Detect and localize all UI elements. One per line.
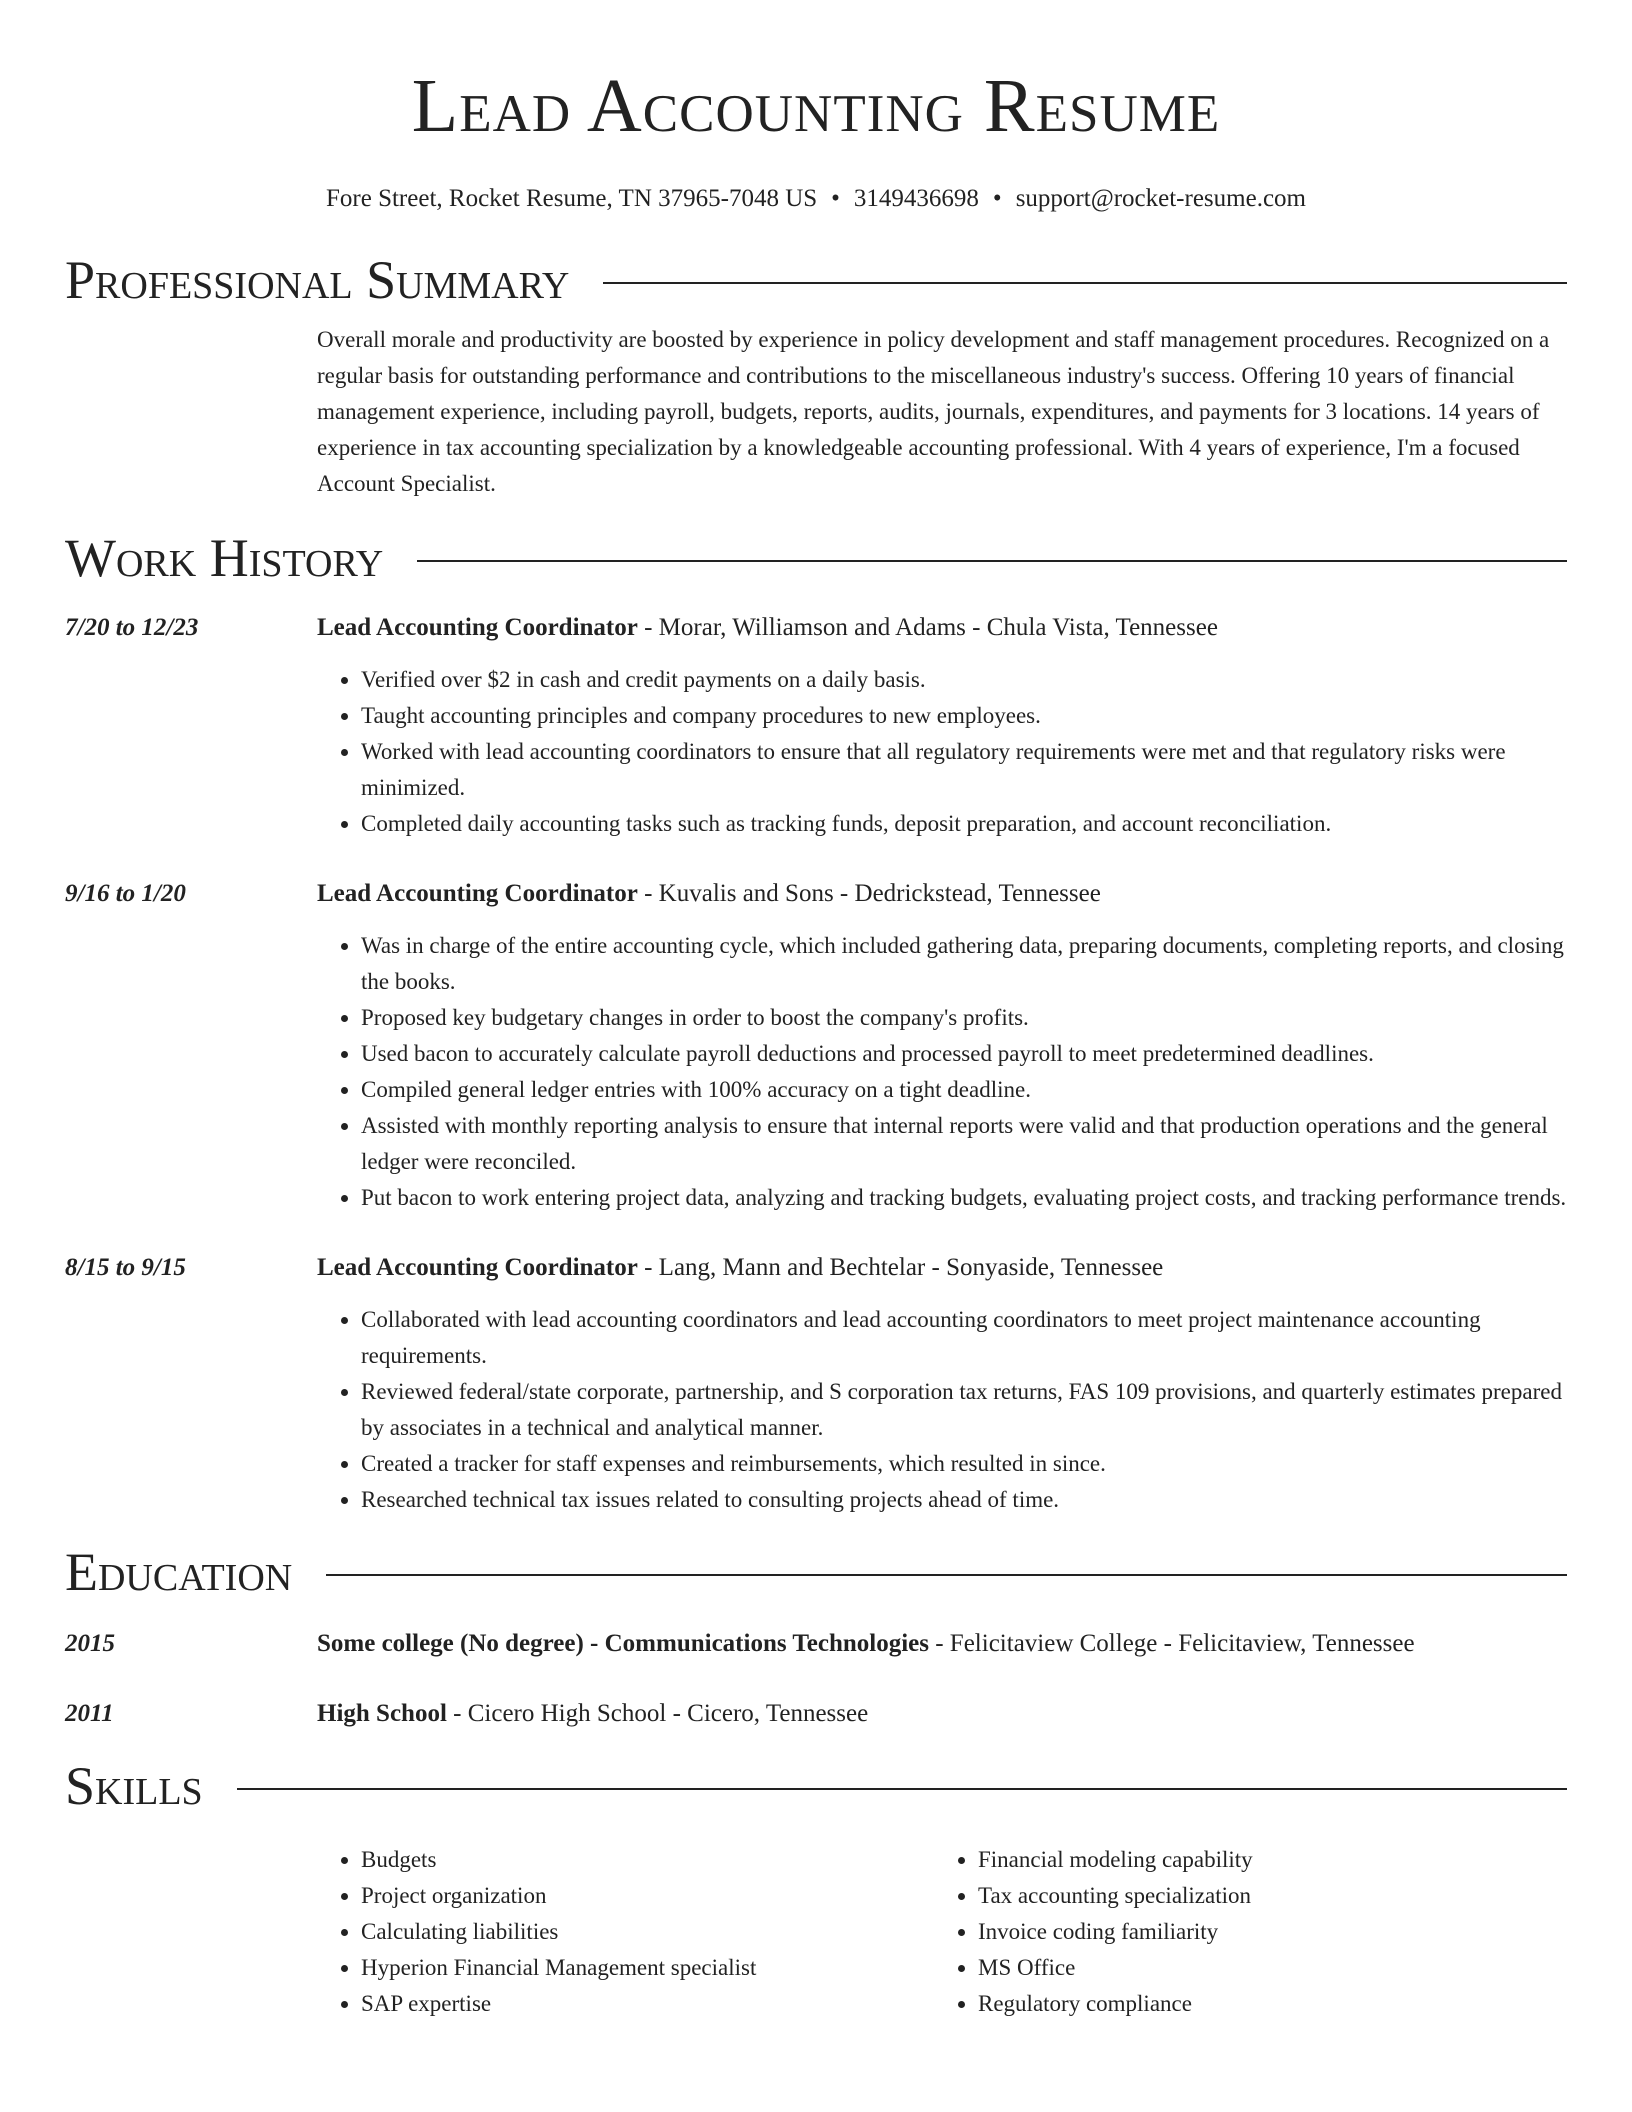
work-heading: Work History xyxy=(65,528,384,588)
job-bullet: • Taught accounting principles and company procedures to new employees. xyxy=(361,698,1567,734)
job-bullet: • Verified over $2 in cash and credit payments on a daily basis. xyxy=(361,662,1567,698)
section-divider xyxy=(417,560,1567,562)
skill-item: • Project organization xyxy=(361,1878,934,1914)
job-bullet: • Proposed key budgetary changes in order to boost the company's profits. xyxy=(361,1000,1567,1036)
job-details: - Lang, Mann and Bechtelar - Sonyaside, Tennessee xyxy=(637,1254,1164,1281)
job-details: - Kuvalis and Sons - Dedrickstead, Tennessee xyxy=(637,880,1101,907)
education-header xyxy=(65,1538,1567,1606)
job-body xyxy=(317,876,1567,1216)
section-divider xyxy=(326,1574,1567,1576)
education-year: 2011 xyxy=(65,1700,114,1727)
contact-line xyxy=(65,182,1567,216)
job-bullet: • Compiled general ledger entries with 100% accuracy on a tight deadline. xyxy=(361,1072,1567,1108)
skill-item: • MS Office xyxy=(978,1950,1551,1986)
skill-item: • Regulatory compliance xyxy=(978,1986,1551,2022)
job-dates: 8/15 to 9/15 xyxy=(65,1254,186,1281)
job-bullet: • Researched technical tax issues related to consulting projects ahead of time. xyxy=(361,1482,1567,1518)
job-details: - Morar, Williamson and Adams - Chula Vista, Tennessee xyxy=(637,614,1218,641)
section-divider xyxy=(603,282,1567,284)
work-header xyxy=(65,524,1567,592)
job-bullets xyxy=(317,1302,1567,1518)
job-bullet: • Worked with lead accounting coordinators to ensure that all regulatory requirements were met and that regulatory risks were minimized. xyxy=(361,734,1567,806)
summary-heading: Professional Summary xyxy=(65,250,570,310)
education-degree: High School xyxy=(317,1700,447,1727)
job-bullet: • Assisted with monthly reporting analysis to ensure that internal reports were valid and that production operations and the general ledger were reconciled. xyxy=(361,1108,1567,1180)
education-entry xyxy=(65,1696,1567,1732)
work-section xyxy=(65,524,1567,1518)
job-entry xyxy=(65,610,1567,842)
education-body xyxy=(317,1626,1567,1662)
job-bullet: • Used bacon to accurately calculate payroll deductions and processed payroll to meet predetermined deadlines. xyxy=(361,1036,1567,1072)
job-heading xyxy=(317,1250,1567,1286)
skill-item: • Calculating liabilities xyxy=(361,1914,934,1950)
education-heading-line xyxy=(317,1626,1567,1662)
skill-item: • Budgets xyxy=(361,1842,934,1878)
job-body xyxy=(317,610,1567,842)
contact-address: Fore Street, Rocket Resume, TN 37965-7048 US xyxy=(326,185,818,212)
skill-item: • Financial modeling capability xyxy=(978,1842,1551,1878)
job-bullet: • Created a tracker for staff expenses and reimbursements, which resulted in since. xyxy=(361,1446,1567,1482)
job-entry xyxy=(65,1250,1567,1518)
contact-separator: • xyxy=(831,185,840,212)
education-heading: Education xyxy=(65,1542,293,1602)
job-bullet: • Put bacon to work entering project data, analyzing and tracking budgets, evaluating project costs, and tracking performance trends. xyxy=(361,1180,1567,1216)
job-title: Lead Accounting Coordinator xyxy=(317,880,638,907)
job-title: Lead Accounting Coordinator xyxy=(317,614,638,641)
job-dates: 9/16 to 1/20 xyxy=(65,880,186,907)
section-divider xyxy=(237,1788,1567,1790)
job-entry xyxy=(65,876,1567,1216)
education-details: - Felicitaview College - Felicitaview, Tennessee xyxy=(928,1630,1415,1657)
skills-column-right xyxy=(934,1842,1551,2022)
summary-header xyxy=(65,246,1567,314)
resume-title: Lead Accounting Resume xyxy=(411,64,1221,148)
summary-section xyxy=(65,246,1567,502)
education-year: 2015 xyxy=(65,1630,115,1657)
summary-text: Overall morale and productivity are boosted by experience in policy development and staff management procedures. Recognized on a regular basis for outstanding performance and contributions to the miscellaneous industry's success. Offering 10 years of financial management experience, including payroll, budgets, reports, audits, journals, expenditures, and payments for 3 locations. 14 years of experience in tax accounting specialization by a knowledgeable accounting professional. With 4 years of experience, I'm a focused Account Specialist. xyxy=(317,327,1550,496)
skills-column-left xyxy=(317,1842,934,2022)
skills-heading: Skills xyxy=(65,1756,203,1816)
education-heading-line xyxy=(317,1696,1567,1732)
job-bullets xyxy=(317,662,1567,842)
job-bullet: • Was in charge of the entire accounting cycle, which included gathering data, preparing documents, completing reports, and closing the books. xyxy=(361,928,1567,1000)
skill-item: • Tax accounting specialization xyxy=(978,1878,1551,1914)
education-details: - Cicero High School - Cicero, Tennessee xyxy=(446,1700,869,1727)
job-title: Lead Accounting Coordinator xyxy=(317,1254,638,1281)
education-body xyxy=(317,1696,1567,1732)
skill-item: • SAP expertise xyxy=(361,1986,934,2022)
skills-section xyxy=(65,1752,1567,2022)
skill-item: • Hyperion Financial Management specialist xyxy=(361,1950,934,1986)
job-heading xyxy=(317,610,1567,646)
job-bullet: • Collaborated with lead accounting coordinators and lead accounting coordinators to meet project maintenance accounting requirements. xyxy=(361,1302,1567,1374)
skills-grid xyxy=(317,1842,1567,2022)
job-heading xyxy=(317,876,1567,912)
contact-separator: • xyxy=(992,185,1002,212)
contact-email: support@rocket-resume.com xyxy=(1015,185,1306,212)
education-degree: Some college (No degree) - Communications Technologies xyxy=(317,1630,929,1657)
job-body xyxy=(317,1250,1567,1518)
job-bullets xyxy=(317,928,1567,1216)
job-dates: 7/20 to 12/23 xyxy=(65,614,199,641)
skill-item: • Invoice coding familiarity xyxy=(978,1914,1551,1950)
job-bullet: • Reviewed federal/state corporate, partnership, and S corporation tax returns, FAS 109 provisions, and quarterly estimates prepared by associates in a technical and analytical manner. xyxy=(361,1374,1567,1446)
skills-header xyxy=(65,1752,1567,1820)
job-bullet: • Completed daily accounting tasks such as tracking funds, deposit preparation, and account reconciliation. xyxy=(361,806,1567,842)
contact-phone: 3149436698 xyxy=(853,185,979,212)
education-entry xyxy=(65,1626,1567,1662)
education-section xyxy=(65,1538,1567,1732)
